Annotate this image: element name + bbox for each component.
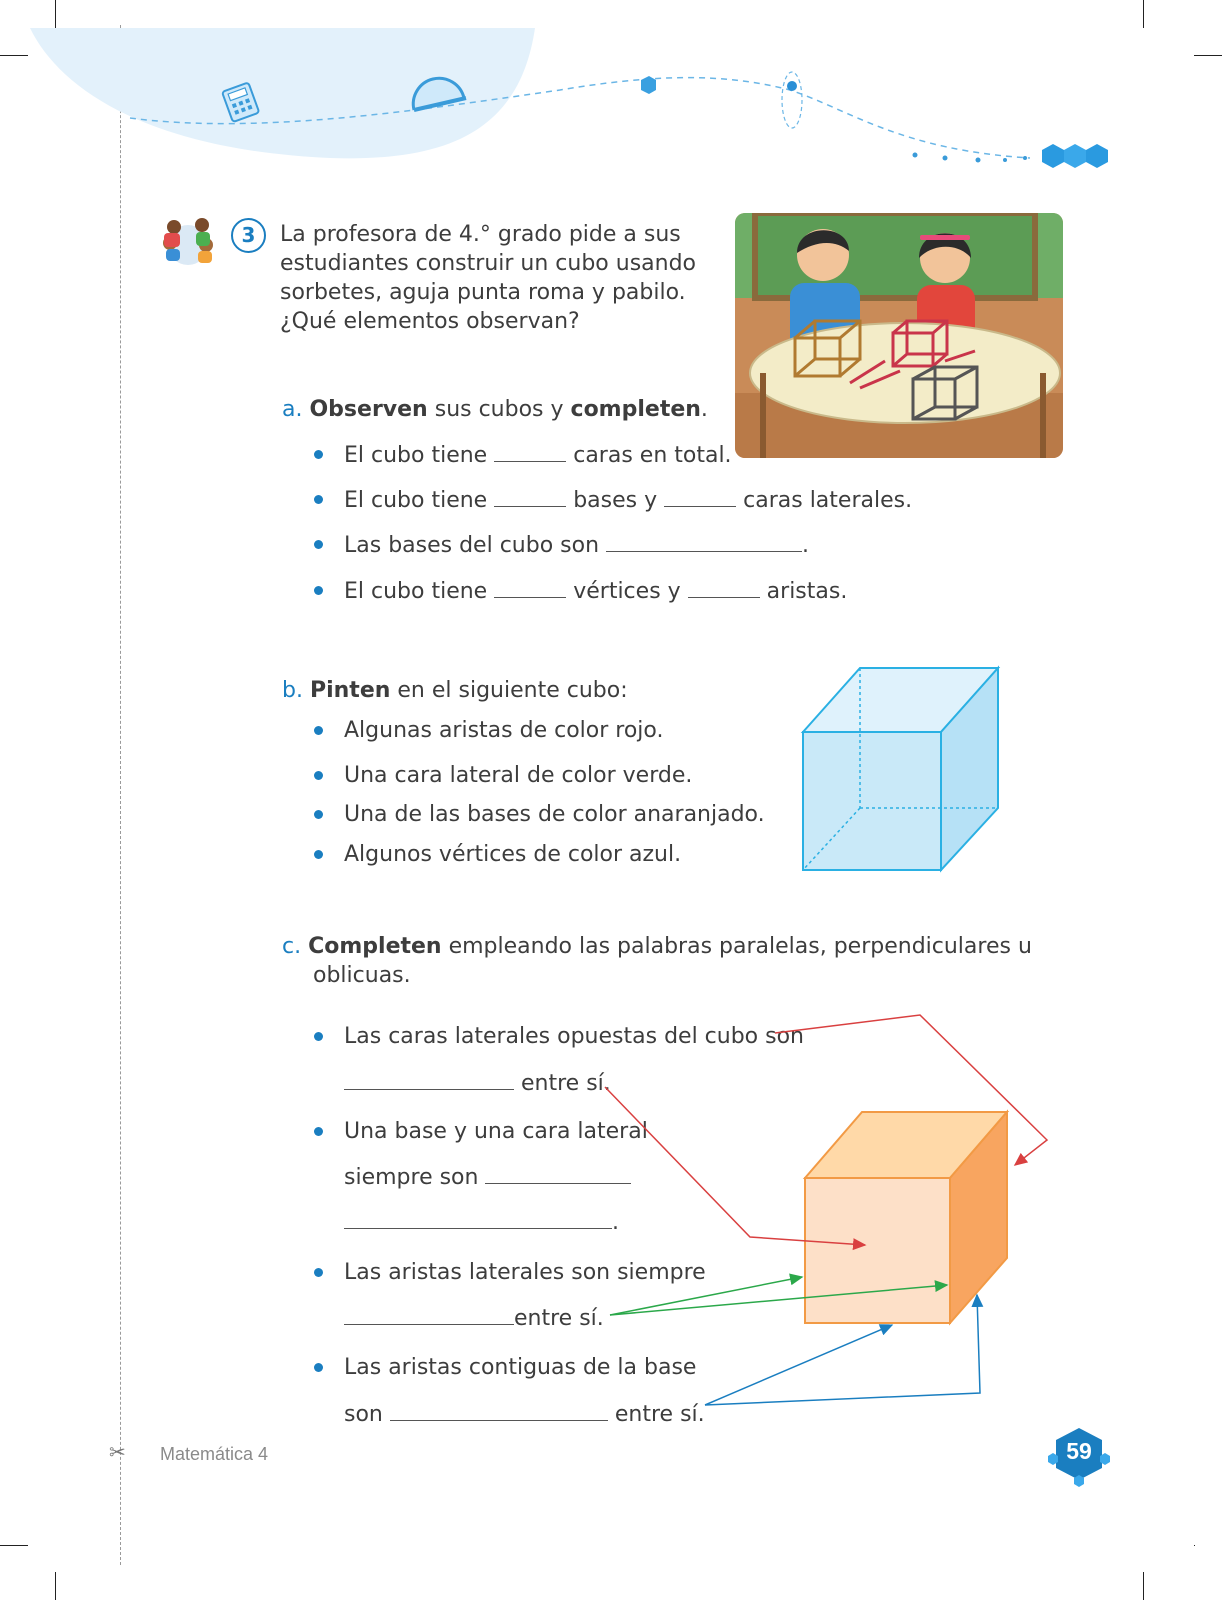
scissors-icon: ✂ — [109, 1440, 126, 1464]
paintable-cube-figure[interactable] — [795, 660, 1010, 880]
orange-cube-arrows-figure — [590, 1005, 1060, 1425]
small-cube-icon — [641, 76, 656, 94]
part-c-item-3-line-2 — [344, 1304, 604, 1333]
bullet — [314, 586, 323, 595]
part-a-end: . — [700, 397, 708, 422]
group-work-icon — [156, 205, 220, 267]
item-text: vértices y — [573, 579, 681, 604]
blank-lateral-faces-count[interactable] — [664, 486, 736, 507]
part-c-item-1-line-2 — [344, 1069, 611, 1098]
cut-line — [120, 25, 121, 1565]
intro-line-1: La profesora de 4.° grado pide a sus — [280, 222, 681, 247]
blank-opposite-faces[interactable] — [344, 1069, 514, 1090]
part-a-item-1 — [344, 441, 732, 470]
part-b-item-1: Algunas aristas de color rojo. — [344, 718, 664, 743]
part-a-verb1: Observen — [309, 397, 428, 422]
part-b-verb: Pinten — [309, 678, 391, 703]
blank-lateral-edges[interactable] — [344, 1304, 514, 1325]
problem-number: 3 — [241, 223, 256, 247]
item-text: . — [612, 1210, 619, 1235]
part-c-letter: c. — [282, 934, 302, 959]
bullet — [314, 450, 323, 459]
crop-mark-bottom-left — [55, 1572, 56, 1600]
item-text: El cubo tiene — [344, 443, 488, 468]
bullet — [314, 850, 323, 859]
part-c-verb: Completen — [308, 934, 442, 959]
bullet — [314, 1127, 323, 1136]
header-decoration — [0, 0, 1222, 200]
intro-line-2: estudiantes construir un cubo usando — [280, 251, 697, 276]
part-c-heading — [282, 933, 1032, 961]
item-text: entre sí. — [614, 1402, 705, 1427]
bullet — [314, 726, 323, 735]
part-a-mid: sus cubos y — [427, 397, 571, 422]
part-b-item-4: Algunos vértices de color azul. — [344, 842, 682, 867]
item-text: entre sí. — [514, 1306, 604, 1331]
cubes-row-icon — [1042, 144, 1108, 168]
book-title: Matemática 4 — [160, 1444, 269, 1464]
intro-line-4: ¿Qué elementos observan? — [280, 309, 580, 334]
bullet — [314, 771, 323, 780]
item-text: caras laterales. — [743, 488, 913, 513]
children-building-cubes-illustration — [735, 213, 1063, 458]
intro-line-3: sorbetes, aguja punta roma y pabilo. — [280, 280, 686, 305]
item-text: caras en total. — [573, 443, 732, 468]
part-b-rest: en el siguiente cubo: — [390, 678, 628, 703]
part-a-heading — [282, 396, 708, 424]
part-c-heading-line-2: oblicuas. — [313, 963, 411, 988]
item-text: bases y — [573, 488, 658, 513]
part-c-rest: empleando las palabras paralelas, perpendiculares u — [441, 934, 1032, 959]
bullet — [314, 540, 323, 549]
bullet — [314, 1032, 323, 1041]
page-number: 59 — [1066, 1438, 1092, 1464]
item-text: . — [802, 533, 810, 558]
part-c-item-4-line-1: Las aristas contiguas de la base — [344, 1355, 697, 1380]
part-b-heading — [282, 677, 628, 705]
part-a-item-3 — [344, 531, 809, 560]
crop-mark-left-bottom — [0, 1545, 28, 1546]
bullet — [314, 1268, 323, 1277]
blank-edges-count[interactable] — [688, 577, 760, 598]
item-text: son — [344, 1402, 383, 1427]
blank-bases-count[interactable] — [494, 486, 566, 507]
part-c-item-2-line-2 — [344, 1163, 631, 1192]
part-c-item-3-line-1: Las aristas laterales son siempre — [344, 1260, 706, 1285]
part-b-letter: b. — [282, 678, 303, 703]
crop-mark-right-bottom — [1194, 1545, 1195, 1546]
part-b-item-3: Una de las bases de color anaranjado. — [344, 802, 765, 827]
item-text: entre sí. — [521, 1071, 611, 1096]
bullet — [314, 495, 323, 504]
item-text: El cubo tiene — [344, 579, 488, 604]
part-a-item-4 — [344, 577, 847, 606]
item-text: aristas. — [766, 579, 848, 604]
part-a-item-2 — [344, 486, 912, 515]
part-c-item-2-line-1: Una base y una cara lateral — [344, 1119, 648, 1144]
blank-bases-shape[interactable] — [606, 531, 802, 552]
bullet — [314, 1363, 323, 1372]
blank-vertices-count[interactable] — [494, 577, 566, 598]
blank-contiguous-edges[interactable] — [390, 1400, 608, 1421]
item-text: Las bases del cubo son — [344, 533, 600, 558]
bullet — [314, 810, 323, 819]
item-text: El cubo tiene — [344, 488, 488, 513]
blank-base-lateral-b[interactable] — [344, 1208, 612, 1229]
blank-faces-total[interactable] — [494, 441, 566, 462]
part-b-item-2: Una cara lateral de color verde. — [344, 763, 693, 788]
part-c-item-2-line-3 — [344, 1208, 619, 1237]
part-a-verb2: completen — [570, 397, 701, 422]
problem-number-badge — [231, 218, 266, 253]
part-a-letter: a. — [282, 397, 303, 422]
part-c-item-1-line-1: Las caras laterales opuestas del cubo son — [344, 1024, 804, 1049]
cube-front-face — [805, 1178, 950, 1323]
item-text: siempre son — [344, 1165, 479, 1190]
crop-mark-bottom-right — [1143, 1572, 1144, 1600]
